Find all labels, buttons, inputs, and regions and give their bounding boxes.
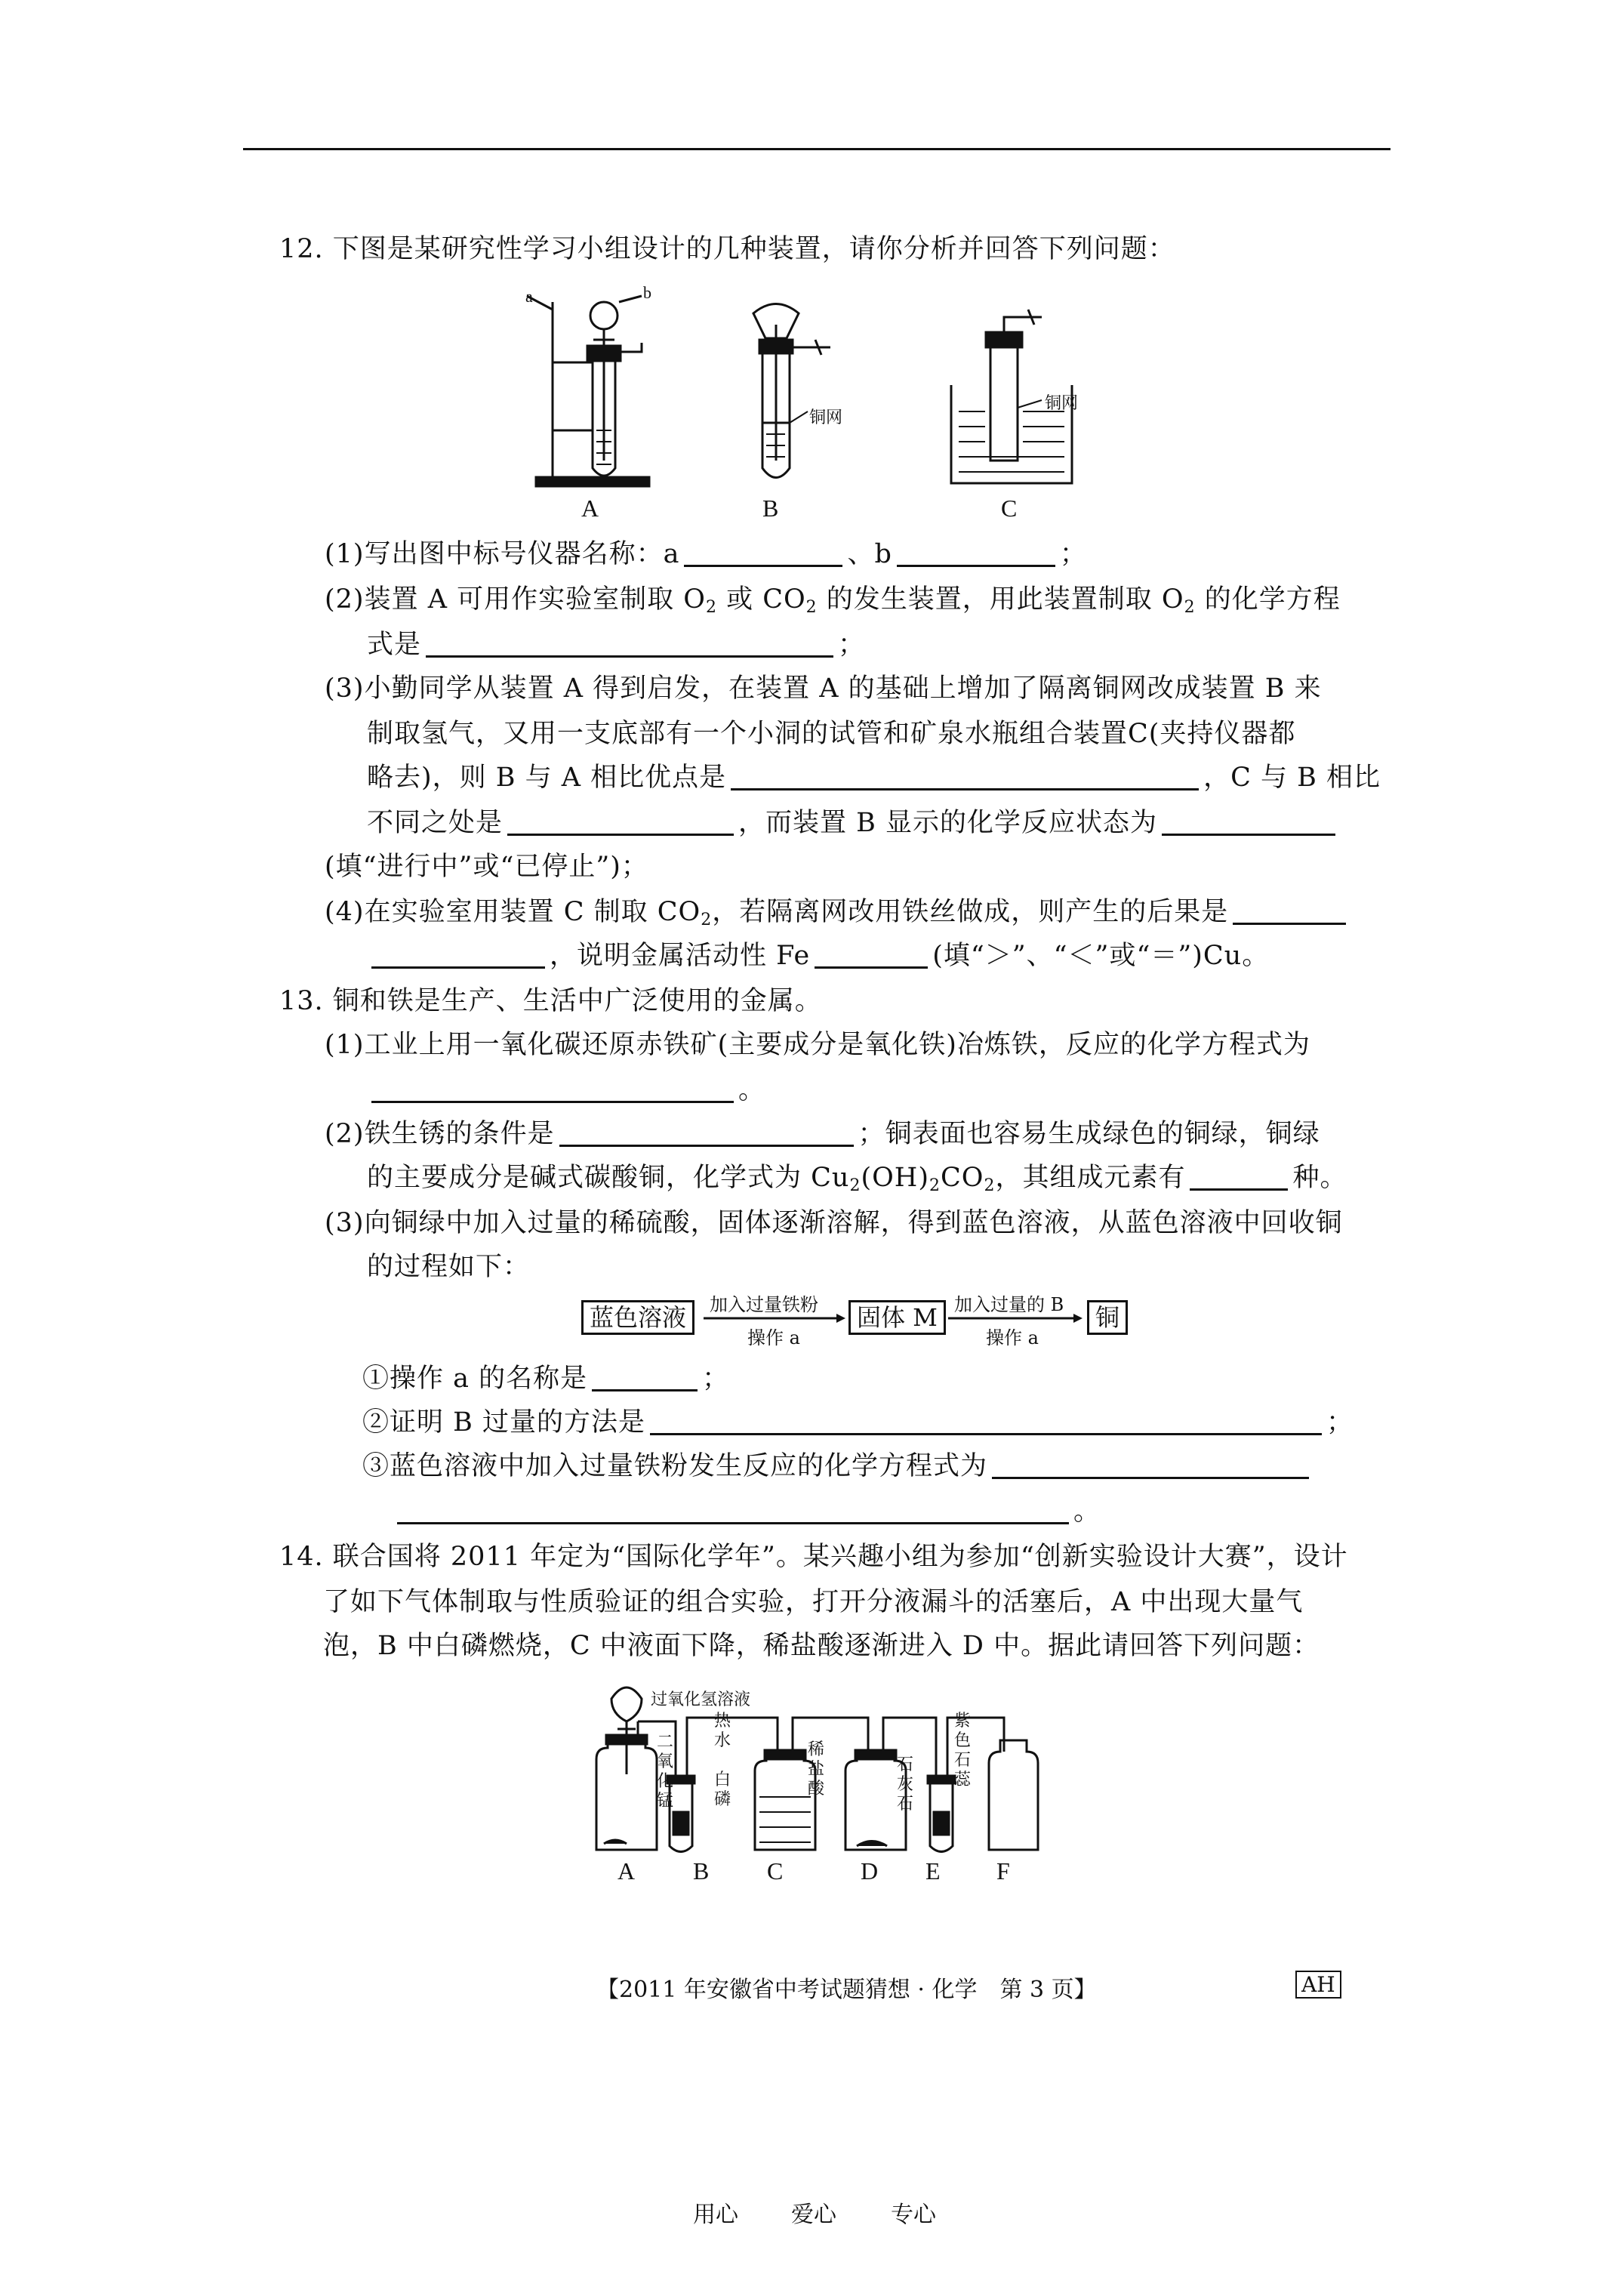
- answer-blank-element-count[interactable]: [1190, 1166, 1288, 1191]
- bottom-word-1: 用心: [693, 2202, 738, 2228]
- fig-vlabel-lit: 紫: [954, 1712, 972, 1730]
- q13-sub1: ①操作 a 的名称是 ；: [362, 1364, 730, 1394]
- fig-vlabel-hot: 水: [714, 1731, 731, 1750]
- answer-blank-state[interactable]: [1162, 811, 1335, 836]
- answer-blank-smelting-equation[interactable]: [371, 1078, 734, 1103]
- fig-vlabel-mnO2: 氧: [657, 1752, 674, 1771]
- fig-label-A: A: [581, 495, 599, 522]
- answer-blank-method[interactable]: [650, 1410, 1322, 1435]
- q12-part3-line1: (3)小勤同学从装置 A 得到启发，在装置 A 的基础上增加了隔离铜网改成装置 B 来: [325, 673, 1322, 704]
- fig-label-C: C: [1001, 495, 1018, 522]
- fig-vlabel-hcl: 盐: [808, 1760, 825, 1779]
- q13-part3-line1: (3)向铜绿中加入过量的稀硫酸，固体逐渐溶解，得到蓝色溶液，从蓝色溶液中回收铜: [325, 1208, 1343, 1238]
- flow-arrow1-top: 加入过量铁粉: [710, 1294, 818, 1315]
- answer-blank-consequence-cont[interactable]: [371, 944, 545, 969]
- footer-badge: AH: [1295, 1971, 1341, 1999]
- answer-blank-advantage[interactable]: [731, 766, 1199, 791]
- flow-box-blue-solution: 蓝色溶液: [581, 1300, 694, 1335]
- fig-vlabel-lime: 灰: [897, 1775, 914, 1794]
- fig-q14-label-C: C: [767, 1857, 784, 1885]
- fig-vlabel-mnO2: 锰: [657, 1792, 674, 1811]
- answer-blank-iron-equation[interactable]: [992, 1454, 1309, 1479]
- answer-blank-compare[interactable]: [815, 944, 928, 969]
- q14-line2: 了如下气体制取与性质验证的组合实验，打开分液漏斗的活塞后，A 中出现大量气: [323, 1587, 1304, 1617]
- fig-q14-label-E: E: [925, 1857, 941, 1885]
- fig-vlabel-lime: 石: [897, 1755, 914, 1774]
- q12-part1: (1)写出图中标号仪器名称：a 、b ；: [325, 539, 1087, 569]
- q12-stem: 12. 下图是某研究性学习小组设计的几种装置，请你分析并回答下列问题：: [279, 234, 1175, 264]
- q13-sub3-line2: 。: [393, 1496, 1101, 1527]
- fig-label-a: a: [525, 287, 533, 306]
- answer-blank-difference[interactable]: [507, 811, 734, 836]
- q12-part3-line4: 不同之处是 ，而装置 B 显示的化学反应状态为: [367, 808, 1340, 838]
- answer-blank-a[interactable]: [684, 542, 842, 567]
- header-rule: [243, 148, 1390, 150]
- fig-vlabel-wp: 磷: [714, 1790, 731, 1809]
- q12-part3-line3: 略去)，则 B 与 A 相比优点是 ，C 与 B 相比: [367, 763, 1381, 793]
- fig-vlabel-hot: 热: [714, 1712, 731, 1730]
- bottom-word-2: 爱心: [791, 2202, 836, 2228]
- fig-vlabel-mnO2: 二: [657, 1733, 674, 1752]
- fig-label-mesh-b: 铜网: [809, 408, 843, 427]
- fig-vlabel-mnO2: 化: [657, 1772, 674, 1791]
- fig-vlabel-wp: 白: [714, 1771, 731, 1789]
- fig-vlabel-lime: 石: [897, 1795, 914, 1814]
- q13-part1-line1: (1)工业上用一氧化碳还原赤铁矿(主要成分是氧化铁)冶炼铁，反应的化学方程式为: [325, 1030, 1310, 1060]
- fig-vlabel-lit: 蕊: [954, 1771, 972, 1789]
- fig-label-h2o2: 过氧化氢溶液: [651, 1690, 751, 1709]
- fig-q14-label-A: A: [617, 1857, 636, 1885]
- flow-arrow2: [948, 1312, 1084, 1324]
- q14-line1: 14. 联合国将 2011 年定为“国际化学年”。某兴趣小组为参加“创新实验设计大赛”，设计: [279, 1542, 1348, 1572]
- q13-part1-line2: 。: [367, 1075, 765, 1105]
- q14-line3: 泡，B 中白磷燃烧，C 中液面下降，稀盐酸逐渐进入 D 中。据此请回答下列问题：: [323, 1631, 1320, 1661]
- flow-arrow2-bottom: 操作 a: [986, 1327, 1039, 1348]
- fig-vlabel-hcl: 酸: [808, 1780, 825, 1798]
- fig-q14-label-B: B: [693, 1857, 710, 1885]
- q13-sub2: ②证明 B 过量的方法是 ；: [362, 1407, 1354, 1438]
- answer-blank-rust-condition[interactable]: [559, 1122, 854, 1147]
- stand-base: [536, 477, 649, 486]
- answer-blank-operation-name[interactable]: [592, 1367, 698, 1391]
- fig-q14-label-D: D: [861, 1857, 879, 1885]
- q13-part2-line2: 的主要成分是碱式碳酸铜，化学式为 $Cu_2(OH)_2CO_2$，其组成元素有 种。: [367, 1163, 1347, 1195]
- flow-box-copper: 铜: [1087, 1300, 1128, 1335]
- footer-text: 【2011 年安徽省中考试题猜想 · 化学 第 3 页】: [596, 1977, 1097, 2003]
- answer-blank-b[interactable]: [897, 542, 1055, 567]
- answer-blank-equation[interactable]: [426, 633, 833, 658]
- answer-blank-consequence[interactable]: [1233, 900, 1346, 925]
- bottom-word-3: 专心: [891, 2202, 936, 2228]
- q13-part2-line1: (2)铁生锈的条件是 ；铜表面也容易生成绿色的铜绿，铜绿: [325, 1119, 1320, 1149]
- flow-arrow1: [704, 1312, 847, 1324]
- fig-vlabel-lit: 石: [954, 1751, 972, 1770]
- fig-label-mesh-c: 铜网: [1045, 393, 1079, 412]
- flow-arrow2-top: 加入过量的 B: [954, 1294, 1064, 1315]
- q12-apparatus-figure: [521, 279, 1095, 506]
- q12-part2-line2: 式是 ；: [367, 630, 866, 660]
- flow-arrow1-bottom: 操作 a: [747, 1327, 800, 1348]
- q12-part4-line2: ，说明金属活动性 Fe (填“＞”、“＜”或“＝”)Cu。: [367, 941, 1269, 971]
- q13-stem: 13. 铜和铁是生产、生活中广泛使用的金属。: [279, 986, 822, 1016]
- q12-part3-line2: 制取氢气，又用一支底部有一个小洞的试管和矿泉水瓶组合装置C(夹持仪器都: [367, 719, 1296, 749]
- q13-part3-line2: 的过程如下：: [367, 1252, 531, 1282]
- fig-q14-label-F: F: [996, 1857, 1010, 1885]
- q13-sub3-line1: ③蓝色溶液中加入过量铁粉发生反应的化学方程式为: [362, 1451, 1313, 1481]
- fig-vlabel-lit: 色: [954, 1731, 972, 1750]
- fig-label-b: b: [643, 283, 651, 302]
- q12-part4-line1: (4)在实验室用装置 C 制取 $CO_2$，若隔离网改用铁丝做成，则产生的后果是: [325, 897, 1350, 935]
- q12-part2-line1: (2)装置 A 可用作实验室制取 $O_2$ 或 $CO_2$ 的发生装置，用此装置制取 $O_2$ 的化学方程: [325, 584, 1341, 617]
- fig-label-B: B: [762, 495, 779, 522]
- q12-part3-line5: (填“进行中”或“已停止”)；: [325, 852, 648, 882]
- fig-vlabel-hcl: 稀: [808, 1740, 825, 1759]
- flow-box-solid-m: 固体 M: [848, 1300, 946, 1335]
- answer-blank-iron-equation-cont[interactable]: [397, 1499, 1069, 1524]
